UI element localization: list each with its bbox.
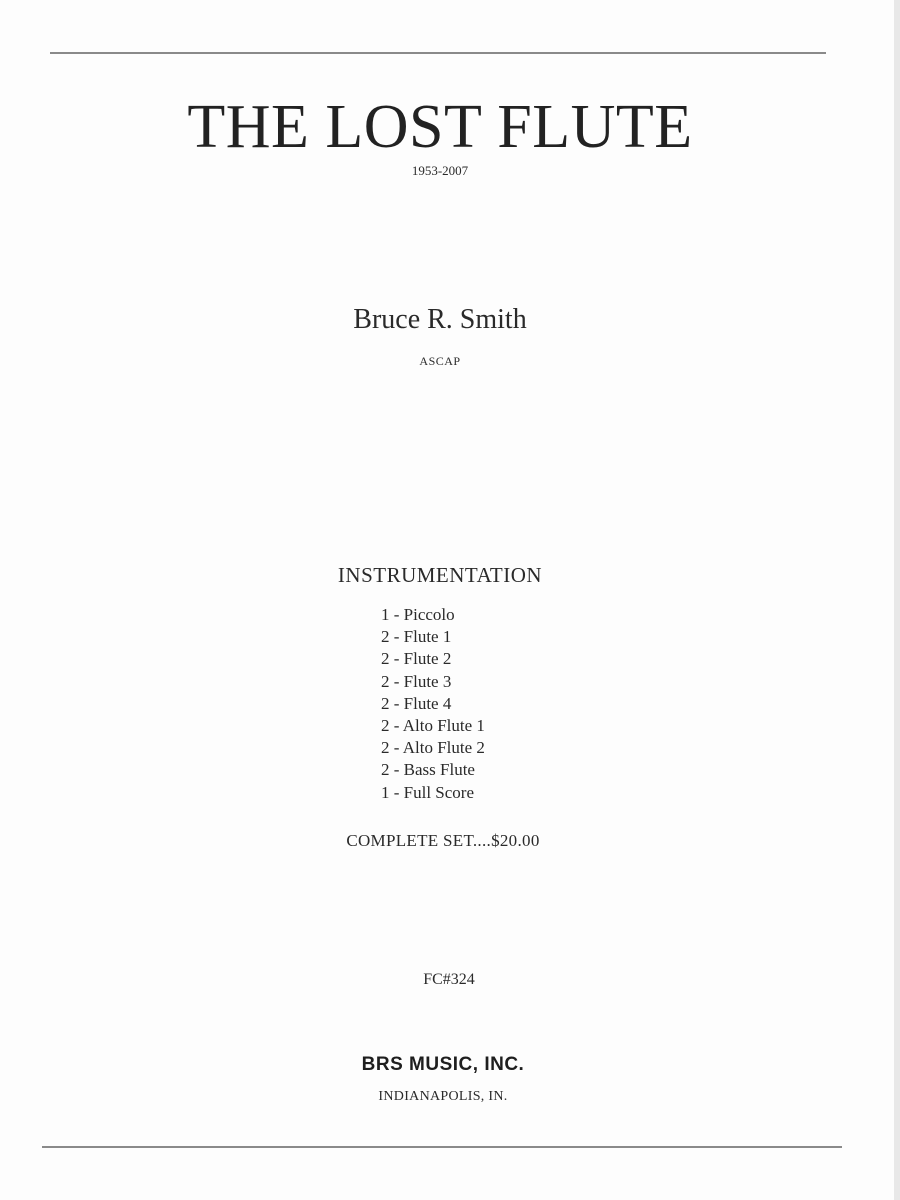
instrumentation-heading: INSTRUMENTATION bbox=[337, 563, 543, 587]
instrument-item: 1 - Full Score bbox=[381, 782, 475, 802]
publisher-city: INDIANAPOLIS, IN. bbox=[378, 1089, 508, 1104]
page-title: THE LOST FLUTE bbox=[187, 93, 693, 161]
instrument-item: 2 - Flute 3 bbox=[381, 671, 452, 691]
dedication-years: 1953-2007 bbox=[411, 163, 469, 178]
catalog-number: FC#324 bbox=[423, 971, 475, 988]
instrumentation-list bbox=[381, 604, 485, 804]
composer-name: Bruce R. Smith bbox=[353, 304, 527, 335]
complete-set-price: COMPLETE SET....$20.00 bbox=[346, 831, 540, 850]
instrument-item: 2 - Flute 1 bbox=[381, 627, 452, 647]
instrument-item: 2 - Flute 4 bbox=[381, 693, 452, 713]
page-edge-shadow bbox=[894, 0, 900, 1200]
publisher-name: BRS MUSIC, INC. bbox=[361, 1054, 525, 1075]
composer-society: ASCAP bbox=[419, 354, 461, 368]
instrument-item: 2 - Flute 2 bbox=[381, 649, 452, 669]
bottom-rule bbox=[42, 1146, 842, 1148]
instrument-item: 1 - Piccolo bbox=[381, 605, 455, 624]
top-rule bbox=[50, 52, 826, 54]
instrument-item: 2 - Alto Flute 1 bbox=[381, 716, 485, 736]
instrument-item: 2 - Bass Flute bbox=[381, 760, 475, 780]
instrument-item: 2 - Alto Flute 2 bbox=[381, 738, 485, 758]
